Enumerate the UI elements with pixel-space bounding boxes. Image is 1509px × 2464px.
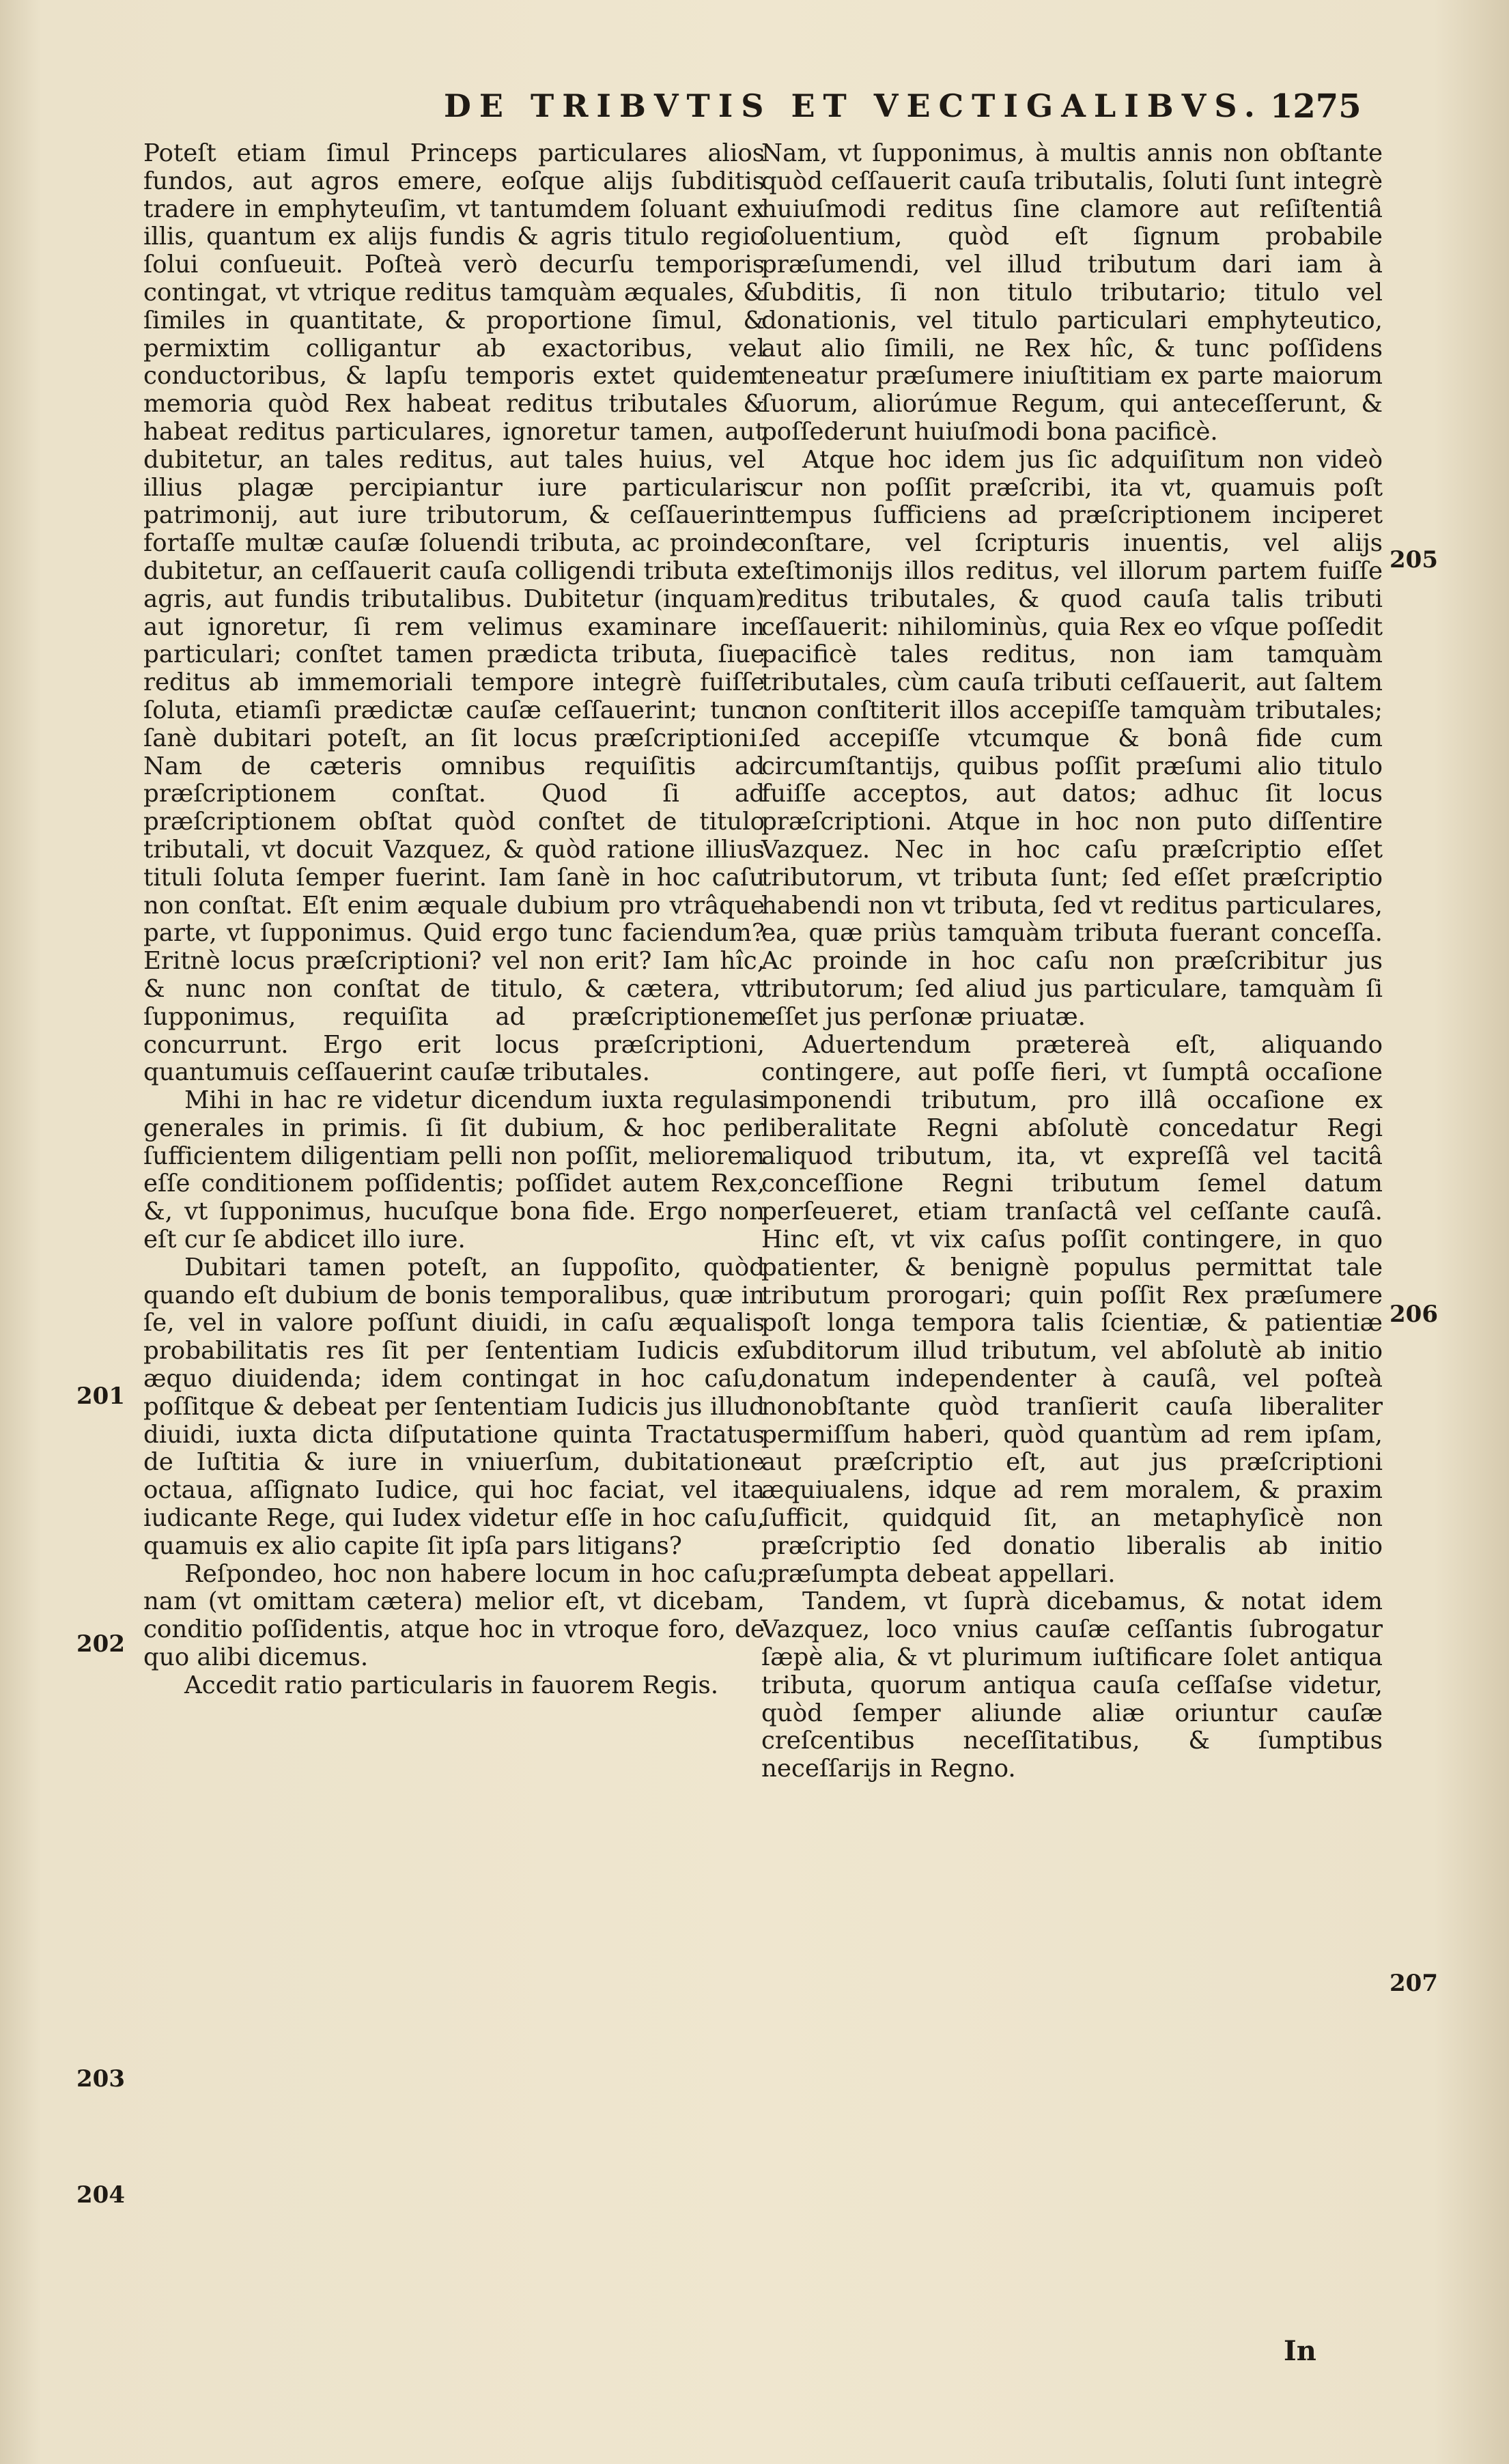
margin-number: 203 xyxy=(76,2065,125,2093)
header-title: DE TRIBVTIS ET VECTIGALIBVS. xyxy=(444,87,1263,124)
paragraph: Mihi in hac re videtur dicendum iuxta regulas generales in primis. ſi ſit dubium, & hoc per ſufficientem diligentiam pelli non poſſit, meliorem eſſe conditionem poſſidentis; poſſidet autem Rex, &, vt ſupponimus, hucuſque bona fide. Ergo non eſt cur ſe abdicet illo iure. xyxy=(143,1086,765,1254)
margin-number: 201 xyxy=(76,1383,125,1410)
paragraph: Aduertendum prætereà eſt, aliquando contingere, aut poſſe fieri, vt ſumptâ occaſione imponendi tributum, pro illâ occaſione ex liberalitate Regni abſolutè concedatur Regi aliquod tributum, ita, vt expreſſâ vel tacitâ conceſſione Regni tributum ſemel datum perſeueret, etiam tranſactâ vel ceſſante cauſâ. Hinc eſt, vt vix caſus poſſit contingere, in quo patienter, & benignè populus permittat tale tributum prorogari; quin poſſit Rex præſumere poſt longa tempora talis ſcientiæ, & patientiæ ſubditorum illud tributum, vel abſolutè ab initio donatum independenter à cauſâ, vel poſteà nonobſtante quòd tranſierit cauſa liberaliter permiſſum haberi, quòd quantùm ad rem ipſam, aut præſcriptio eſt, aut jus præſcriptioni æquiualens, idque ad rem moralem, & praxim ſufficit, quidquid ſit, an metaphyſicè non præſcriptio ſed donatio liberalis ab initio præſumpta debeat appellari. xyxy=(761,1030,1383,1588)
paragraph: Poteſt etiam ſimul Princeps particulares alios fundos, aut agros emere, eoſque alijs ſubditis tradere in emphyteuſim, vt tantumdem ſoluant ex illis, quantum ex alijs fundis & agris titulo regio ſolui conſueuit. Poſteà verò decurſu temporis contingat, vt vtrique reditus tamquàm æquales, & ſimiles in quantitate, & proportione ſimul, & permixtim colligantur ab exactoribus, vel conductoribus, & lapſu temporis extet quidem memoria quòd Rex habeat reditus tributales & habeat reditus particulares, ignoretur tamen, aut dubitetur, an tales reditus, aut tales huius, vel illius plagæ percipiantur iure particularis patrimonij, aut iure tributorum, & ceſſauerint fortaſſe multæ cauſæ ſoluendi tributa, ac proinde dubitetur, an ceſſauerit cauſa colligendi tributa ex agris, aut fundis tributalibus. Dubitetur (inquam) aut ignoretur, ſi rem velimus examinare in particulari; conſtet tamen prædicta tributa, ſiue reditus ab immemoriali tempore integrè fuiſſe ſoluta, etiamſi prædictæ cauſæ ceſſauerint; tunc ſanè dubitari poteſt, an ſit locus præſcriptioni. Nam de cæteris omnibus requiſitis ad præſcriptionem conſtat. Quod ſi ad præſcriptionem obſtat quòd conſtet de titulo tributali, vt docuit Vazquez, & quòd ratione illius tituli ſoluta ſemper fuerint. Iam ſanè in hoc caſu non conſtat. Eſt enim æquale dubium pro vtrâque parte, vt ſupponimus. Quid ergo tunc faciendum? Eritnè locus præſcriptioni? vel non erit? Iam hîc, & nunc non conſtat de titulo, & cætera, vt ſupponimus, requiſita ad præſcriptionem concurrunt. Ergo erit locus præſcriptioni, quantumuis ceſſauerint cauſæ tributales. xyxy=(143,139,765,1087)
margin-number: 207 xyxy=(1390,1970,1438,1997)
page-number: 1275 xyxy=(1270,87,1362,126)
right-column xyxy=(761,140,1383,1783)
margin-number: 206 xyxy=(1390,1301,1438,1328)
margin-number: 204 xyxy=(76,2181,125,2209)
paragraph: Accedit ratio particularis in fauorem Regis. xyxy=(184,1671,719,1699)
running-header xyxy=(0,87,1509,135)
left-column xyxy=(143,140,765,1700)
paragraph: Tandem, vt ſuprà dicebamus, & notat idem Vazquez, loco vnius cauſæ ceſſantis ſubrogatur ſæpè alia, & vt plurimum iuſtificare ſolet antiqua tributa, quorum antiqua cauſa ceſſaſse videtur, quòd ſemper aliunde aliæ oriuntur cauſæ creſcentibus neceſſitatibus, & ſumptibus neceſſarijs in Regno. xyxy=(761,1587,1383,1783)
margin-number: 205 xyxy=(1390,546,1438,573)
catchword: In xyxy=(1284,2335,1316,2367)
paragraph: Reſpondeo, hoc non habere locum in hoc caſu; nam (vt omittam cætera) melior eſt, vt dicebam, conditio poſſidentis, atque hoc in vtroque foro, de quo alibi dicemus. xyxy=(143,1559,765,1672)
paragraph: Atque hoc idem jus ſic adquiſitum non videò cur non poſſit præſcribi, ita vt, quamuis poſt tempus ſufficiens ad præſcriptionem inciperet conſtare, vel ſcripturis inuentis, vel alijs teſtimonijs illos reditus, vel illorum partem fuiſſe reditus tributales, & quod cauſa talis tributi ceſſauerit: nihilominùs, quia Rex eo vſque poſſedit pacificè tales reditus, non iam tamquàm tributales, cùm cauſa tributi ceſſauerit, aut ſaltem non conſtiterit illos accepiſſe tamquàm tributales; ſed accepiſſe vtcumque & bonâ fide cum circumſtantijs, quibus poſſit præſumi alio titulo fuiſſe acceptos, aut datos; adhuc ſit locus præſcriptioni. Atque in hoc non puto diſſentire Vazquez. Nec in hoc caſu præſcriptio eſſet tributorum, vt tributa ſunt; ſed eſſet præſcriptio habendi non vt tributa, ſed vt reditus particulares, ea, quæ priùs tamquàm tributa fuerant conceſſa. Ac proinde in hoc caſu non præſcribitur jus tributorum; ſed aliud jus particulare, tamquàm ſi eſſet jus perſonæ priuatæ. xyxy=(761,445,1383,1031)
paragraph: Nam, vt ſupponimus, à multis annis non obſtante quòd ceſſauerit cauſa tributalis, ſoluti ſunt integrè huiuſmodi reditus ſine clamore aut reſiſtentiâ ſoluentium, quòd eſt ſignum probabile præſumendi, vel illud tributum dari iam à ſubditis, ſi non titulo tributario; titulo vel donationis, vel titulo particulari emphyteutico, aut alio ſimili, ne Rex hîc, & tunc poſſidens teneatur præſumere iniuſtitiam ex parte maiorum ſuorum, aliorúmue Regum, qui anteceſſerunt, & poſſederunt huiuſmodi bona pacificè. xyxy=(761,139,1383,446)
paragraph: Dubitari tamen poteſt, an ſuppoſito, quòd quando eſt dubium de bonis temporalibus, quæ in ſe, vel in valore poſſunt diuidi, in caſu æqualis probabilitatis res ſit per ſententiam Iudicis ex æquo diuidenda; idem contingat in hoc caſu, poſſitque & debeat per ſententiam Iudicis jus illud diuidi, iuxta dicta diſputatione quinta Tractatus de Iuſtitia & iure in vniuerſum, dubitatione octaua, aſſignato Iudice, qui hoc faciat, vel ita iudicante Rege, qui Iudex videtur eſſe in hoc caſu, quamuis ex alio capite ſit ipſa pars litigans? xyxy=(143,1253,765,1560)
margin-number: 202 xyxy=(76,1630,125,1658)
